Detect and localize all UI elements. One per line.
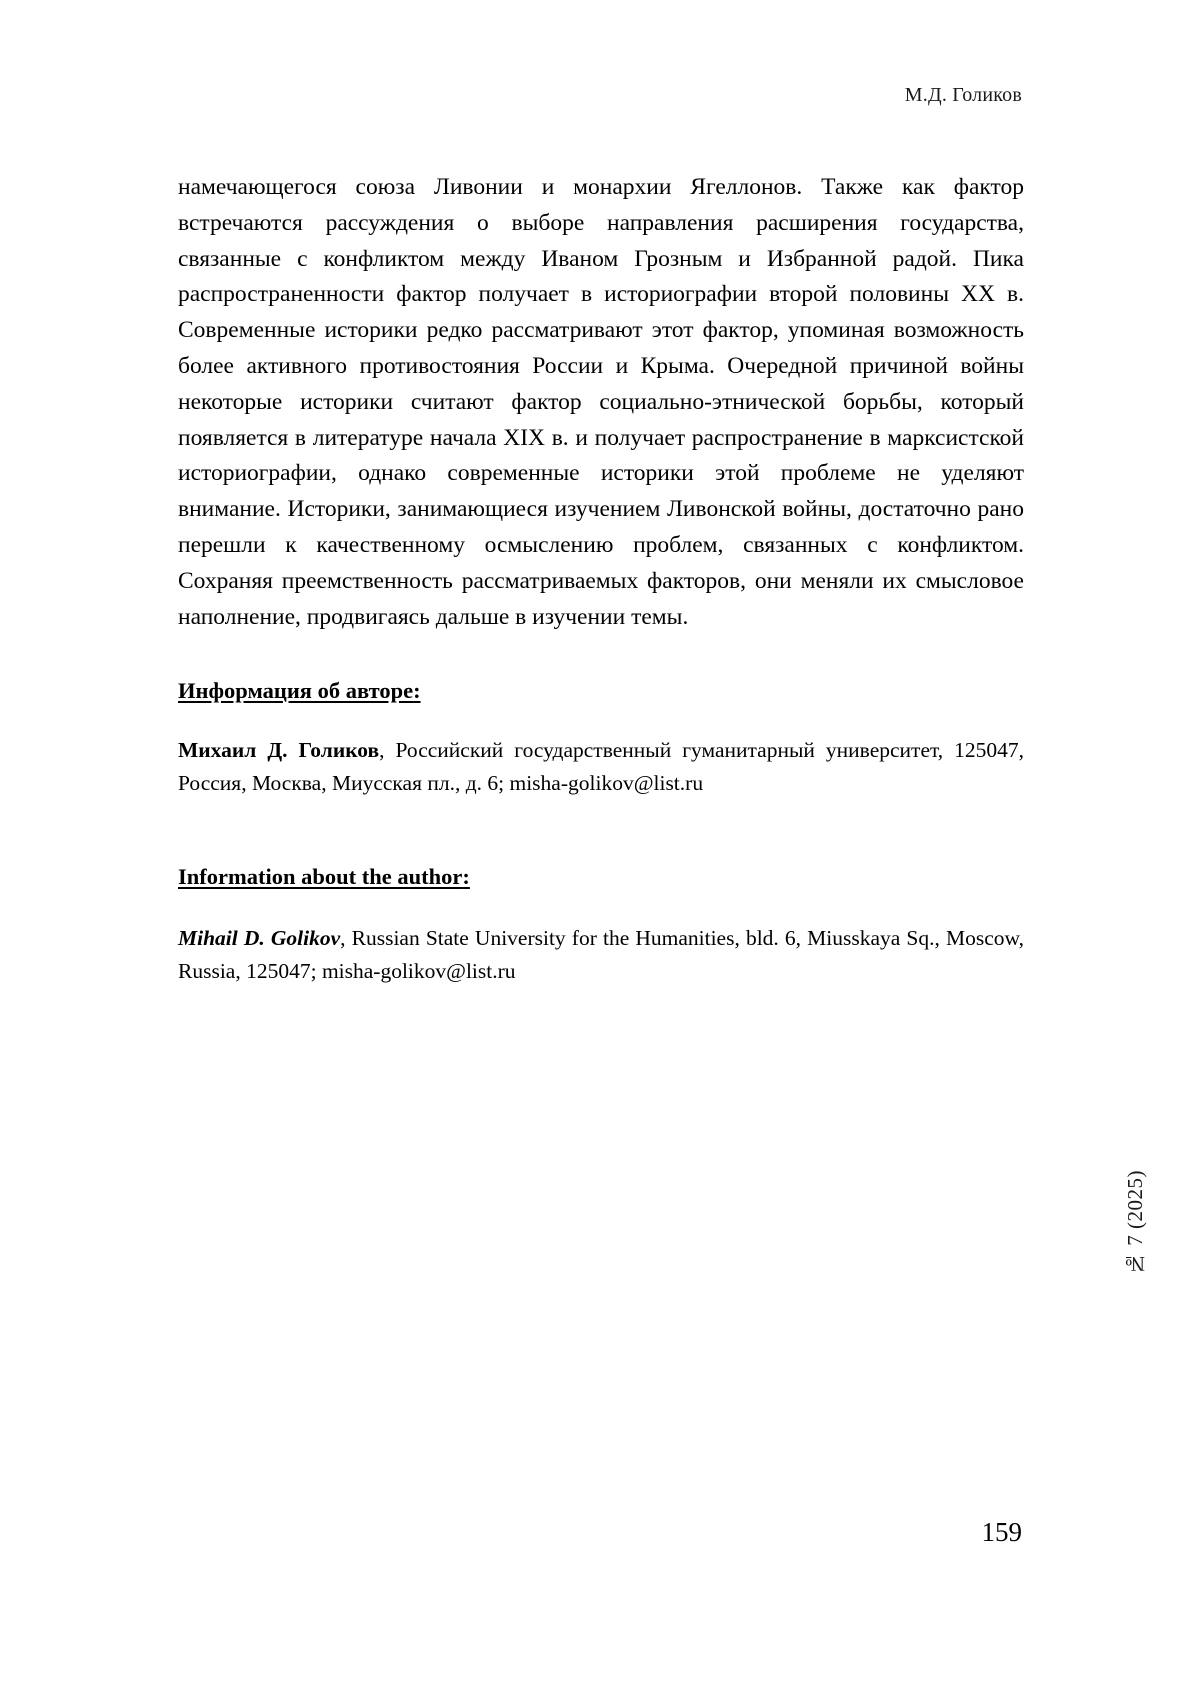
article-content <box>178 170 1024 988</box>
body-paragraph: намечающегося союза Ливонии и монархии Ягеллонов. Также как фактор встречаются рассуждения о выборе направления расширения государства, связанные с конфликтом между Иваном Грозным и Избранной радой. Пика распространенности фактор получает в историографии второй половины XX в. Современные историки редко рассматривают этот фактор, упоминая возможность более активного противостояния России и Крыма. Очередной причиной войны некоторые историки считают фактор социально-этнической борьбы, который появляется в литературе начала XIX в. и получает распространение в марксистской историографии, однако современные историки этой проблеме не уделяют внимание. Историки, занимающиеся изучением Ливонской войны, достаточно рано перешли к качественному осмыслению проблем, связанных с конфликтом. Сохраняя преемственность рассматриваемых факторов, они меняли их смысловое наполнение, продвигаясь дальше в изучении темы. <box>178 174 1024 630</box>
spacer <box>178 890 1024 922</box>
author-name-ru: Михаил Д. Голиков <box>178 738 380 763</box>
spacer <box>178 800 1024 864</box>
author-info-heading-ru-text: Информация об авторе <box>178 678 414 704</box>
spacer <box>178 635 1024 678</box>
author-affiliation-ru: , Российский государственный гуманитарный университет, 125047, Россия, Москва, Миусская пл., д. 6; misha-golikov@list.ru <box>178 738 1025 796</box>
author-details-en <box>178 922 1024 988</box>
author-info-heading-en <box>178 864 1024 890</box>
issue-side-label: № 7 (2025) <box>1123 1170 1147 1276</box>
author-details-ru <box>178 734 1024 800</box>
author-info-heading-en-colon: : <box>462 864 470 890</box>
author-name-en: Mihail D. Golikov <box>178 926 341 951</box>
author-affiliation-en: , Russian State University for the Humanities, bld. 6, Miusskaya Sq., Moscow, Russia, 125047; misha-golikov@list.ru <box>178 926 1024 984</box>
author-info-heading-en-text: Information about the author <box>178 864 463 890</box>
author-info-heading-ru-colon: : <box>413 678 421 704</box>
running-head: М.Д. Голиков <box>904 84 1022 106</box>
author-info-heading-ru <box>178 678 1024 704</box>
page-number: 159 <box>981 1517 1022 1547</box>
spacer <box>178 704 1024 734</box>
